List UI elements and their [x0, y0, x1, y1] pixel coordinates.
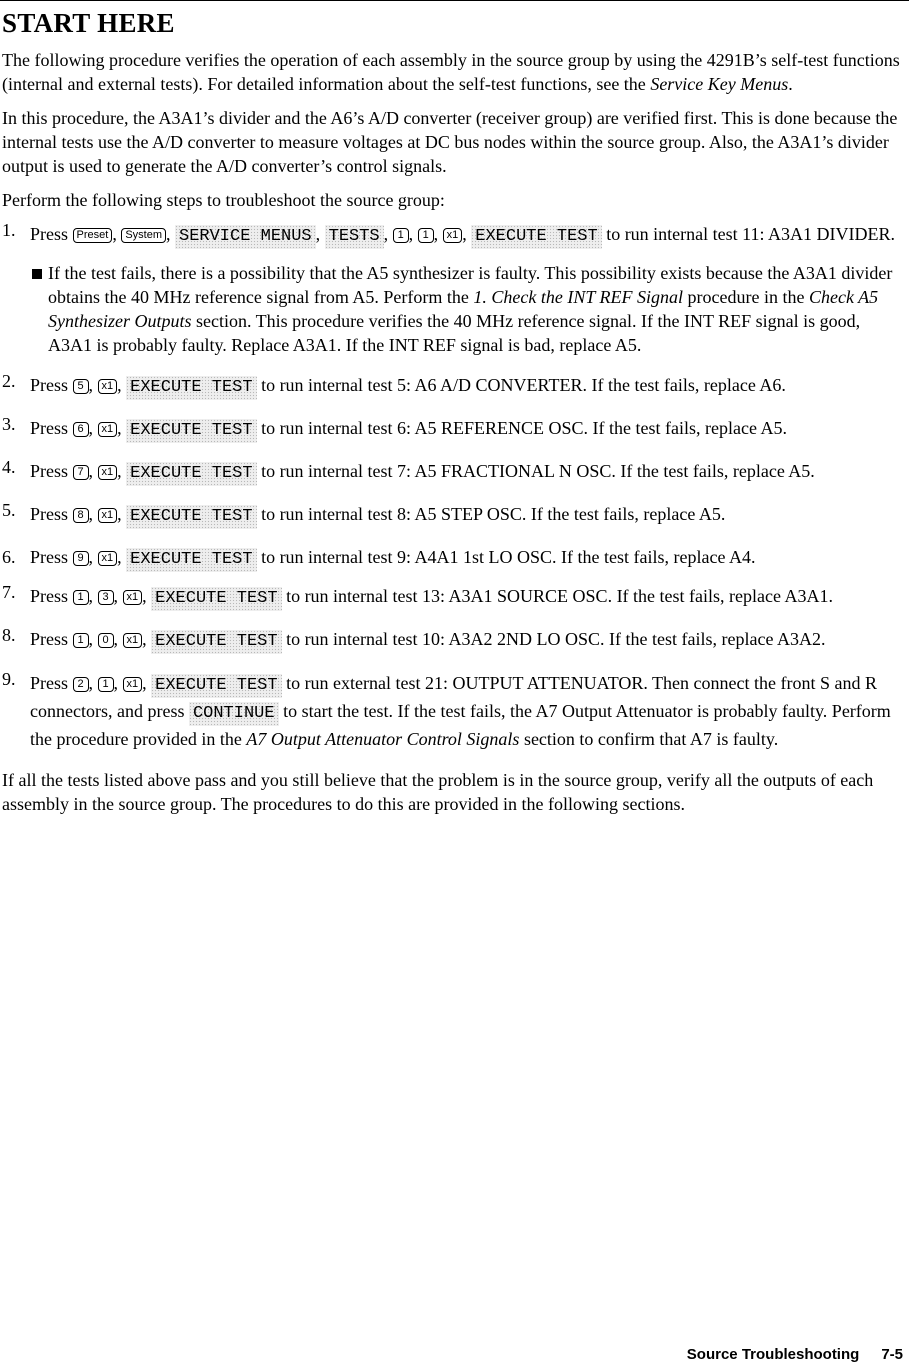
comma: , [142, 673, 147, 693]
step-number: 2. [2, 371, 16, 391]
step-number: 6. [2, 547, 16, 567]
comma: , [113, 629, 119, 649]
intro-paragraph-3: Perform the following steps to troubleshoot the source group: [2, 190, 445, 210]
continue-softkey[interactable]: CONTINUE [189, 702, 279, 726]
closing-paragraph: If all the tests listed above pass and you still believe that the problem is in the source group, verify all the outputs of each assembly in the source group. The procedures to do this are provided in the following sections. [2, 770, 874, 814]
step-text: to run internal test 11: A3A1 DIVIDER. [601, 224, 895, 244]
press-word: Press [30, 224, 69, 244]
intro-text: The following procedure verifies the operation of each assembly in the source group by using the 4291B’s self-test functions (internal and external tests). For detailed information about the self-test functions, see the [2, 50, 900, 94]
a7-attenuator-reference: A7 Output Attenuator Control Signals [246, 729, 520, 749]
key-1[interactable]: 1 [73, 633, 89, 648]
x1-key[interactable]: x1 [123, 677, 143, 692]
service-key-menus-reference: Service Key Menus [650, 74, 789, 94]
step-text: to run internal test 8: A5 STEP OSC. If the test fails, replace A5. [256, 504, 726, 524]
x1-key[interactable]: x1 [123, 590, 143, 605]
preset-key[interactable]: Preset [73, 228, 113, 243]
step-text: to run internal test 10: A3A2 2ND LO OSC. If the test fails, replace A3A2. [281, 629, 826, 649]
comma: , [462, 224, 467, 244]
comma: , [88, 504, 94, 524]
step-5 [0, 502, 905, 529]
page-title: START HERE [2, 8, 175, 38]
top-rule [0, 0, 909, 1]
square-bullet-icon [32, 269, 42, 279]
x1-key[interactable]: x1 [443, 228, 463, 243]
execute-test-softkey[interactable]: EXECUTE TEST [126, 462, 256, 486]
comma: , [88, 547, 94, 567]
step-1-notes [30, 261, 905, 357]
step-text: to run internal test 13: A3A1 SOURCE OSC. If the test fails, replace A3A1. [281, 586, 833, 606]
comma: , [88, 461, 94, 481]
press-word: Press [30, 586, 69, 606]
step-text: to run external test 21: OUTPUT ATTENUATOR. Then connect the front S and R connectors, and press [30, 673, 877, 721]
key-2[interactable]: 2 [73, 677, 89, 692]
step-4 [0, 459, 905, 486]
comma: , [113, 586, 119, 606]
step-text: to run internal test 9: A4A1 1st LO OSC. If the test fails, replace A4. [256, 547, 756, 567]
comma: , [142, 586, 147, 606]
key-3[interactable]: 3 [98, 590, 114, 605]
page-footer [687, 1346, 903, 1364]
key-5[interactable]: 5 [73, 379, 89, 394]
x1-key[interactable]: x1 [98, 551, 118, 566]
comma: , [117, 375, 122, 395]
comma: , [113, 673, 119, 693]
x1-key[interactable]: x1 [98, 465, 118, 480]
punctuation: . [788, 74, 793, 94]
step-text: to run internal test 5: A6 A/D CONVERTER. If the test fails, replace A6. [256, 375, 786, 395]
execute-test-softkey[interactable]: EXECUTE TEST [151, 630, 281, 654]
comma: , [315, 224, 321, 244]
key-1[interactable]: 1 [73, 590, 89, 605]
comma: , [117, 418, 122, 438]
key-1[interactable]: 1 [98, 677, 114, 692]
system-key[interactable]: System [121, 228, 166, 243]
x1-key[interactable]: x1 [98, 379, 118, 394]
step-6 [0, 545, 905, 572]
comma: , [166, 224, 171, 244]
step-3 [0, 416, 905, 443]
bullet-text: section. This procedure verifies the 40 MHz reference signal. If the INT REF signal is good, A3A1 is probably faulty. Replace A3A1. If the INT REF signal is bad, replace A5. [48, 311, 861, 355]
x1-key[interactable]: x1 [123, 633, 143, 648]
step-number: 8. [2, 625, 16, 645]
x1-key[interactable]: x1 [98, 422, 118, 437]
key-0[interactable]: 0 [98, 633, 114, 648]
step-number: 5. [2, 500, 16, 520]
check-int-ref-reference: 1. Check the INT REF Signal [473, 287, 684, 307]
comma: , [88, 586, 94, 606]
step-text: to run internal test 7: A5 FRACTIONAL N OSC. If the test fails, replace A5. [256, 461, 815, 481]
step-9 [0, 670, 905, 752]
comma: , [88, 673, 94, 693]
bullet-text: procedure in the [683, 287, 809, 307]
step-number: 3. [2, 414, 16, 434]
press-word: Press [30, 461, 69, 481]
footer-page-number: 7-5 [881, 1346, 903, 1363]
x1-key[interactable]: x1 [98, 508, 118, 523]
key-1[interactable]: 1 [418, 228, 434, 243]
comma: , [433, 224, 439, 244]
step-text: to run internal test 6: A5 REFERENCE OSC. If the test fails, replace A5. [256, 418, 787, 438]
step-7 [0, 584, 905, 611]
comma: , [383, 224, 389, 244]
execute-test-softkey[interactable]: EXECUTE TEST [151, 674, 281, 698]
press-word: Press [30, 418, 69, 438]
comma: , [88, 629, 94, 649]
troubleshooting-steps [0, 222, 905, 752]
bullet-item [48, 261, 905, 357]
key-7[interactable]: 7 [73, 465, 89, 480]
press-word: Press [30, 673, 69, 693]
comma: , [112, 224, 117, 244]
intro-paragraph-2: In this procedure, the A3A1’s divider and the A6’s A/D converter (receiver group) are verified first. This is done because the internal tests use the A/D converter to measure voltages at DC bus nodes within the source group. Also, the A3A1’s divider output is used to generate the A/D converter’s control signals. [2, 108, 898, 176]
key-8[interactable]: 8 [73, 508, 89, 523]
press-word: Press [30, 375, 69, 395]
footer-section-title: Source Troubleshooting [686, 1346, 860, 1363]
check-a5-outputs-reference: Check A5 Synthesizer Outputs [48, 287, 879, 331]
comma: , [88, 375, 94, 395]
comma: , [117, 461, 122, 481]
execute-test-softkey[interactable]: EXECUTE TEST [126, 548, 256, 572]
comma: , [117, 504, 122, 524]
press-word: Press [30, 547, 69, 567]
key-6[interactable]: 6 [73, 422, 89, 437]
execute-test-softkey[interactable]: EXECUTE TEST [126, 419, 256, 443]
press-word: Press [30, 504, 69, 524]
execute-test-softkey[interactable]: EXECUTE TEST [471, 225, 601, 249]
press-word: Press [30, 629, 69, 649]
step-8 [0, 627, 905, 654]
bullet-text: If the test fails, there is a possibility that the A5 synthesizer is faulty. This possibility exists because the A3A1 divider obtains the 40 MHz reference signal from A5. Perform the [48, 263, 893, 307]
execute-test-softkey[interactable]: EXECUTE TEST [151, 587, 281, 611]
step-text: to start the test. If the test fails, the A7 Output Attenuator is probably faulty. Perform the procedure provided in the [30, 701, 891, 749]
tests-softkey[interactable]: TESTS [325, 225, 384, 249]
step-1 [0, 222, 905, 357]
comma: , [142, 629, 147, 649]
step-text: section to confirm that A7 is faulty. [519, 729, 779, 749]
service-menus-softkey[interactable]: SERVICE MENUS [175, 225, 316, 249]
step-number: 9. [2, 669, 16, 689]
execute-test-softkey[interactable]: EXECUTE TEST [126, 505, 256, 529]
key-9[interactable]: 9 [73, 551, 89, 566]
key-1[interactable]: 1 [393, 228, 409, 243]
page-content [0, 8, 905, 826]
step-number: 1. [2, 220, 16, 240]
step-2 [0, 373, 905, 400]
comma: , [88, 418, 94, 438]
comma: , [117, 547, 122, 567]
comma: , [408, 224, 414, 244]
step-number: 4. [2, 457, 16, 477]
step-number: 7. [2, 582, 16, 602]
intro-paragraph-1 [2, 48, 905, 96]
execute-test-softkey[interactable]: EXECUTE TEST [126, 376, 256, 400]
